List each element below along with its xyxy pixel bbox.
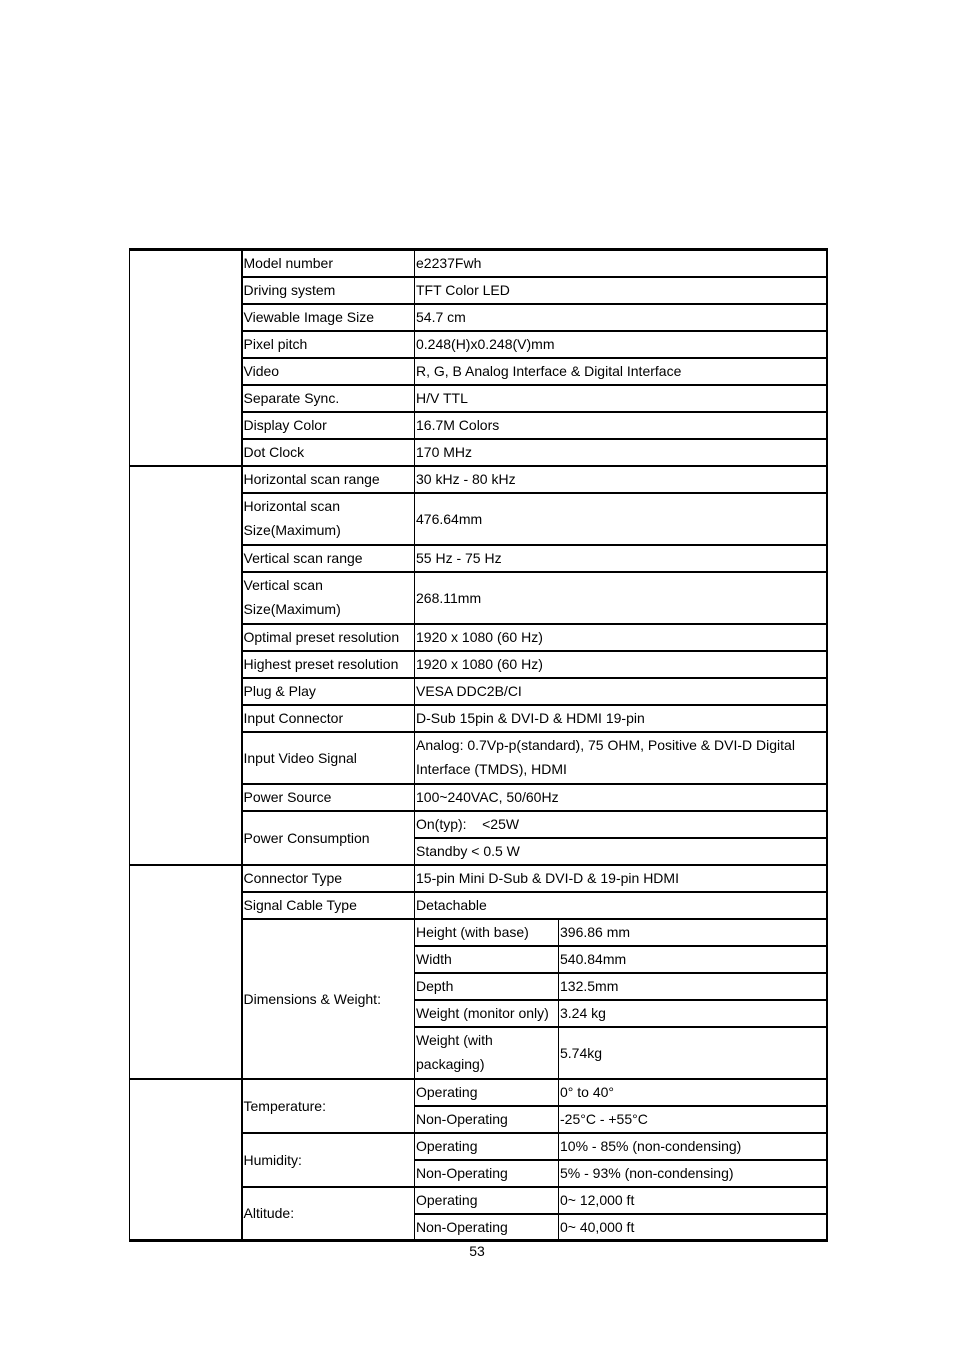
spec-value: 1920 x 1080 (60 Hz) (415, 624, 827, 651)
env-value: 5% - 93% (non-condensing) (559, 1160, 827, 1187)
non-operating-label: Non-Operating (415, 1214, 559, 1241)
table-row (130, 250, 827, 277)
operating-label: Operating (415, 1133, 559, 1160)
sub-value: 396.86 mm (559, 919, 827, 946)
spec-label: Vertical scan Size(Maximum) (242, 572, 415, 624)
spec-value: D-Sub 15pin & DVI-D & HDMI 19-pin (415, 705, 827, 732)
spec-label: Display Color (242, 412, 415, 439)
category-cell (130, 250, 242, 466)
category-cell (130, 466, 242, 865)
spec-value: H/V TTL (415, 385, 827, 412)
spec-label: Connector Type (242, 865, 415, 892)
spec-value: 0.248(H)x0.248(V)mm (415, 331, 827, 358)
sub-label: Depth (415, 973, 559, 1000)
spec-value: Detachable (415, 892, 827, 919)
spec-label: Dot Clock (242, 439, 415, 466)
spec-label: Signal Cable Type (242, 892, 415, 919)
operating-label: Operating (415, 1079, 559, 1106)
spec-table (129, 248, 828, 1242)
sub-label: Height (with base) (415, 919, 559, 946)
spec-label: Viewable Image Size (242, 304, 415, 331)
spec-value: 15-pin Mini D-Sub & DVI-D & 19-pin HDMI (415, 865, 827, 892)
spec-value: 16.7M Colors (415, 412, 827, 439)
env-value: 0° to 40° (559, 1079, 827, 1106)
spec-value: 100~240VAC, 50/60Hz (415, 784, 827, 811)
spec-label: Pixel pitch (242, 331, 415, 358)
spec-value: e2237Fwh (415, 250, 827, 277)
sub-value: 132.5mm (559, 973, 827, 1000)
env-value: 0~ 12,000 ft (559, 1187, 827, 1214)
spec-label: Plug & Play (242, 678, 415, 705)
spec-value: 476.64mm (415, 493, 827, 545)
env-label: Altitude: (242, 1187, 415, 1241)
spec-label: Horizontal scan range (242, 466, 415, 493)
category-cell (130, 865, 242, 1079)
spec-label: Power Source (242, 784, 415, 811)
spec-value: R, G, B Analog Interface & Digital Interface (415, 358, 827, 385)
spec-value: Standby < 0.5 W (415, 838, 827, 865)
spec-label: Highest preset resolution (242, 651, 415, 678)
operating-label: Operating (415, 1187, 559, 1214)
non-operating-label: Non-Operating (415, 1106, 559, 1133)
spec-value: VESA DDC2B/CI (415, 678, 827, 705)
sub-label: Weight (monitor only) (415, 1000, 559, 1027)
env-value: 10% - 85% (non-condensing) (559, 1133, 827, 1160)
spec-value: Analog: 0.7Vp-p(standard), 75 OHM, Positive & DVI-D Digital Interface (TMDS), HDMI (415, 732, 827, 784)
spec-label: Model number (242, 250, 415, 277)
table-row (130, 466, 827, 493)
sub-value: 5.74kg (559, 1027, 827, 1079)
spec-value: 55 Hz - 75 Hz (415, 545, 827, 572)
table-row (130, 1079, 827, 1106)
env-value: 0~ 40,000 ft (559, 1214, 827, 1241)
spec-value: TFT Color LED (415, 277, 827, 304)
category-cell (130, 1079, 242, 1241)
sub-label: Width (415, 946, 559, 973)
env-label: Temperature: (242, 1079, 415, 1133)
spec-value: On(typ): <25W (415, 811, 827, 838)
spec-label: Vertical scan range (242, 545, 415, 572)
spec-value: 54.7 cm (415, 304, 827, 331)
sub-label: Weight (with packaging) (415, 1027, 559, 1079)
spec-label: Input Connector (242, 705, 415, 732)
spec-label: Input Video Signal (242, 732, 415, 784)
page-number: 53 (469, 1243, 485, 1259)
spec-label: Separate Sync. (242, 385, 415, 412)
spec-label: Horizontal scan Size(Maximum) (242, 493, 415, 545)
env-value: -25°C - +55°C (559, 1106, 827, 1133)
spec-value: 1920 x 1080 (60 Hz) (415, 651, 827, 678)
env-label: Humidity: (242, 1133, 415, 1187)
spec-value: 30 kHz - 80 kHz (415, 466, 827, 493)
spec-label: Driving system (242, 277, 415, 304)
spec-label: Power Consumption (242, 811, 415, 865)
spec-label: Optimal preset resolution (242, 624, 415, 651)
spec-label: Dimensions & Weight: (242, 919, 415, 1079)
sub-value: 540.84mm (559, 946, 827, 973)
sub-value: 3.24 kg (559, 1000, 827, 1027)
table-row (130, 865, 827, 892)
spec-label: Video (242, 358, 415, 385)
spec-value: 268.11mm (415, 572, 827, 624)
non-operating-label: Non-Operating (415, 1160, 559, 1187)
spec-value: 170 MHz (415, 439, 827, 466)
